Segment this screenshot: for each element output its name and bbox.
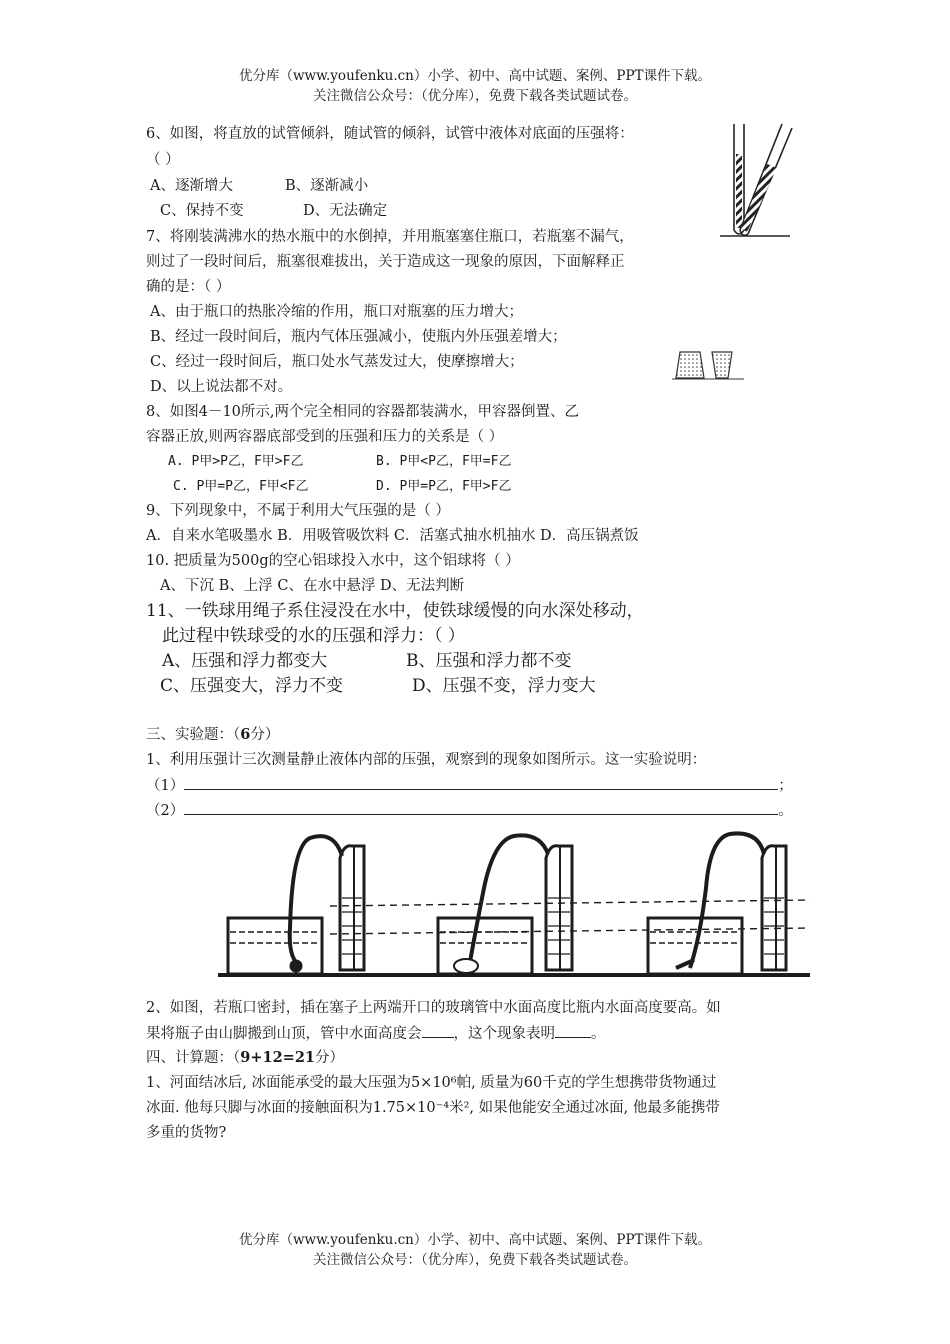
section4-line-3: 多重的货物?: [146, 1125, 227, 1141]
section3-q2-line-1: 2、如图，若瓶口密封，插在塞子上两端开口的玻璃管中水面高度比瓶内水面高度要高。如: [146, 1000, 721, 1016]
section4-title: 四、计算题：（9+12=21分）: [146, 1049, 344, 1066]
q6-option-d: D、无法确定: [303, 203, 388, 219]
q7-option-c: C、经过一段时间后，瓶口处水气蒸发过大，使摩擦增大；: [150, 354, 524, 370]
section3-blank-1[interactable]: （1） ；: [146, 775, 793, 796]
q7-line-1: 7、将刚装满沸水的热水瓶中的水倒掉，并用瓶塞塞住瓶口，若瓶塞不漏气，: [146, 229, 634, 245]
q8-line-1: 8、如图4－10所示,两个完全相同的容器都装满水，甲容器倒置、乙: [146, 404, 580, 420]
header-line-1: 优分库（www.youfenku.cn）小学、初中、高中试题、案例、PPT课件下载。: [238, 68, 712, 84]
q8-option-d: D. P甲=P乙，F甲>F乙: [376, 479, 512, 494]
q9-options: A．自来水笔吸墨水 B．用吸管吸饮料 C．活塞式抽水机抽水 D．高压锅煮饭: [146, 528, 639, 544]
section3-q1: 1、利用压强计三次测量静止液体内部的压强，观察到的现象如图所示。这一实验说明：: [146, 752, 707, 768]
section3-title: 三、实验题：（6分）: [146, 726, 280, 743]
blank-height[interactable]: [422, 1023, 454, 1038]
q11-option-d: D、压强不变，浮力变大: [412, 676, 596, 696]
q8-option-b: B. P甲<P乙，F甲=F乙: [376, 454, 512, 469]
q7-option-d: D、以上说法都不对。: [150, 379, 293, 395]
q7-line-2: 则过了一段时间后，瓶塞很难拔出，关于造成这一现象的原因，下面解释正: [146, 254, 625, 270]
q11-line-2: 此过程中铁球受的水的压强和浮力：（ ）: [162, 626, 465, 646]
q6-option-b: B、逐渐减小: [285, 178, 369, 194]
q6-stem: 6、如图，将直放的试管倾斜，随试管的倾斜，试管中液体对底面的压强将：: [146, 126, 634, 142]
blank-meaning[interactable]: [555, 1023, 591, 1038]
q7-line-3: 确的是：（ ）: [146, 279, 231, 295]
q10-stem: 10. 把质量为500g的空心铝球投入水中，这个铝球将（ ）: [146, 553, 520, 569]
footer-line-2: 关注微信公众号：（优分库），免费下载各类试题试卷。: [313, 1252, 637, 1268]
q11-option-a: A、压强和浮力都变大: [162, 651, 328, 671]
section3-q2-line-2: 果将瓶子由山脚搬到山顶，管中水面高度会 ，这个现象表明 。: [146, 1023, 606, 1044]
header-line-2: 关注微信公众号：（优分库），免费下载各类试题试卷。: [313, 88, 637, 104]
q6-option-a: A、逐渐增大: [150, 178, 233, 194]
q10-options: A、下沉 B、上浮 C、在水中悬浮 D、无法判断: [160, 578, 465, 594]
containers-figure: [672, 346, 748, 386]
q6-paren: （ ）: [146, 152, 180, 168]
section3-blank-2[interactable]: （2） 。: [146, 800, 793, 821]
q8-option-c: C. P甲=P乙，F甲<F乙: [173, 479, 309, 494]
q9-stem: 9、下列现象中，不属于利用大气压强的是（ ）: [146, 503, 450, 519]
q11-option-b: B、压强和浮力都不变: [406, 651, 572, 671]
q7-option-a: A、由于瓶口的热胀冷缩的作用，瓶口对瓶塞的压力增大；: [150, 304, 523, 320]
q8-option-a: A. P甲>P乙，F甲>F乙: [168, 454, 304, 469]
pressure-gauge-figure: [214, 828, 812, 980]
q7-option-b: B、经过一段时间后，瓶内气体压强减小，使瓶内外压强差增大；: [150, 329, 567, 345]
test-tube-figure: [718, 120, 794, 240]
section4-line-2: 冰面. 他每只脚与冰面的接触面积为1.75×10⁻⁴米², 如果他能安全通过冰面, 他最多能携带: [146, 1100, 720, 1116]
q6-option-c: C、保持不变: [160, 203, 244, 219]
q11-line-1: 11、一铁球用绳子系住浸没在水中，使铁球缓慢的向水深处移动，: [146, 601, 644, 621]
q8-line-2: 容器正放,则两容器底部受到的压强和压力的关系是（ ）: [146, 429, 504, 445]
footer-line-1: 优分库（www.youfenku.cn）小学、初中、高中试题、案例、PPT课件下载。: [238, 1232, 712, 1248]
section4-line-1: 1、河面结冰后, 冰面能承受的最大压强为5×10⁶帕, 质量为60千克的学生想携带货物通过: [146, 1075, 717, 1091]
q11-option-c: C、压强变大，浮力不变: [160, 676, 344, 696]
